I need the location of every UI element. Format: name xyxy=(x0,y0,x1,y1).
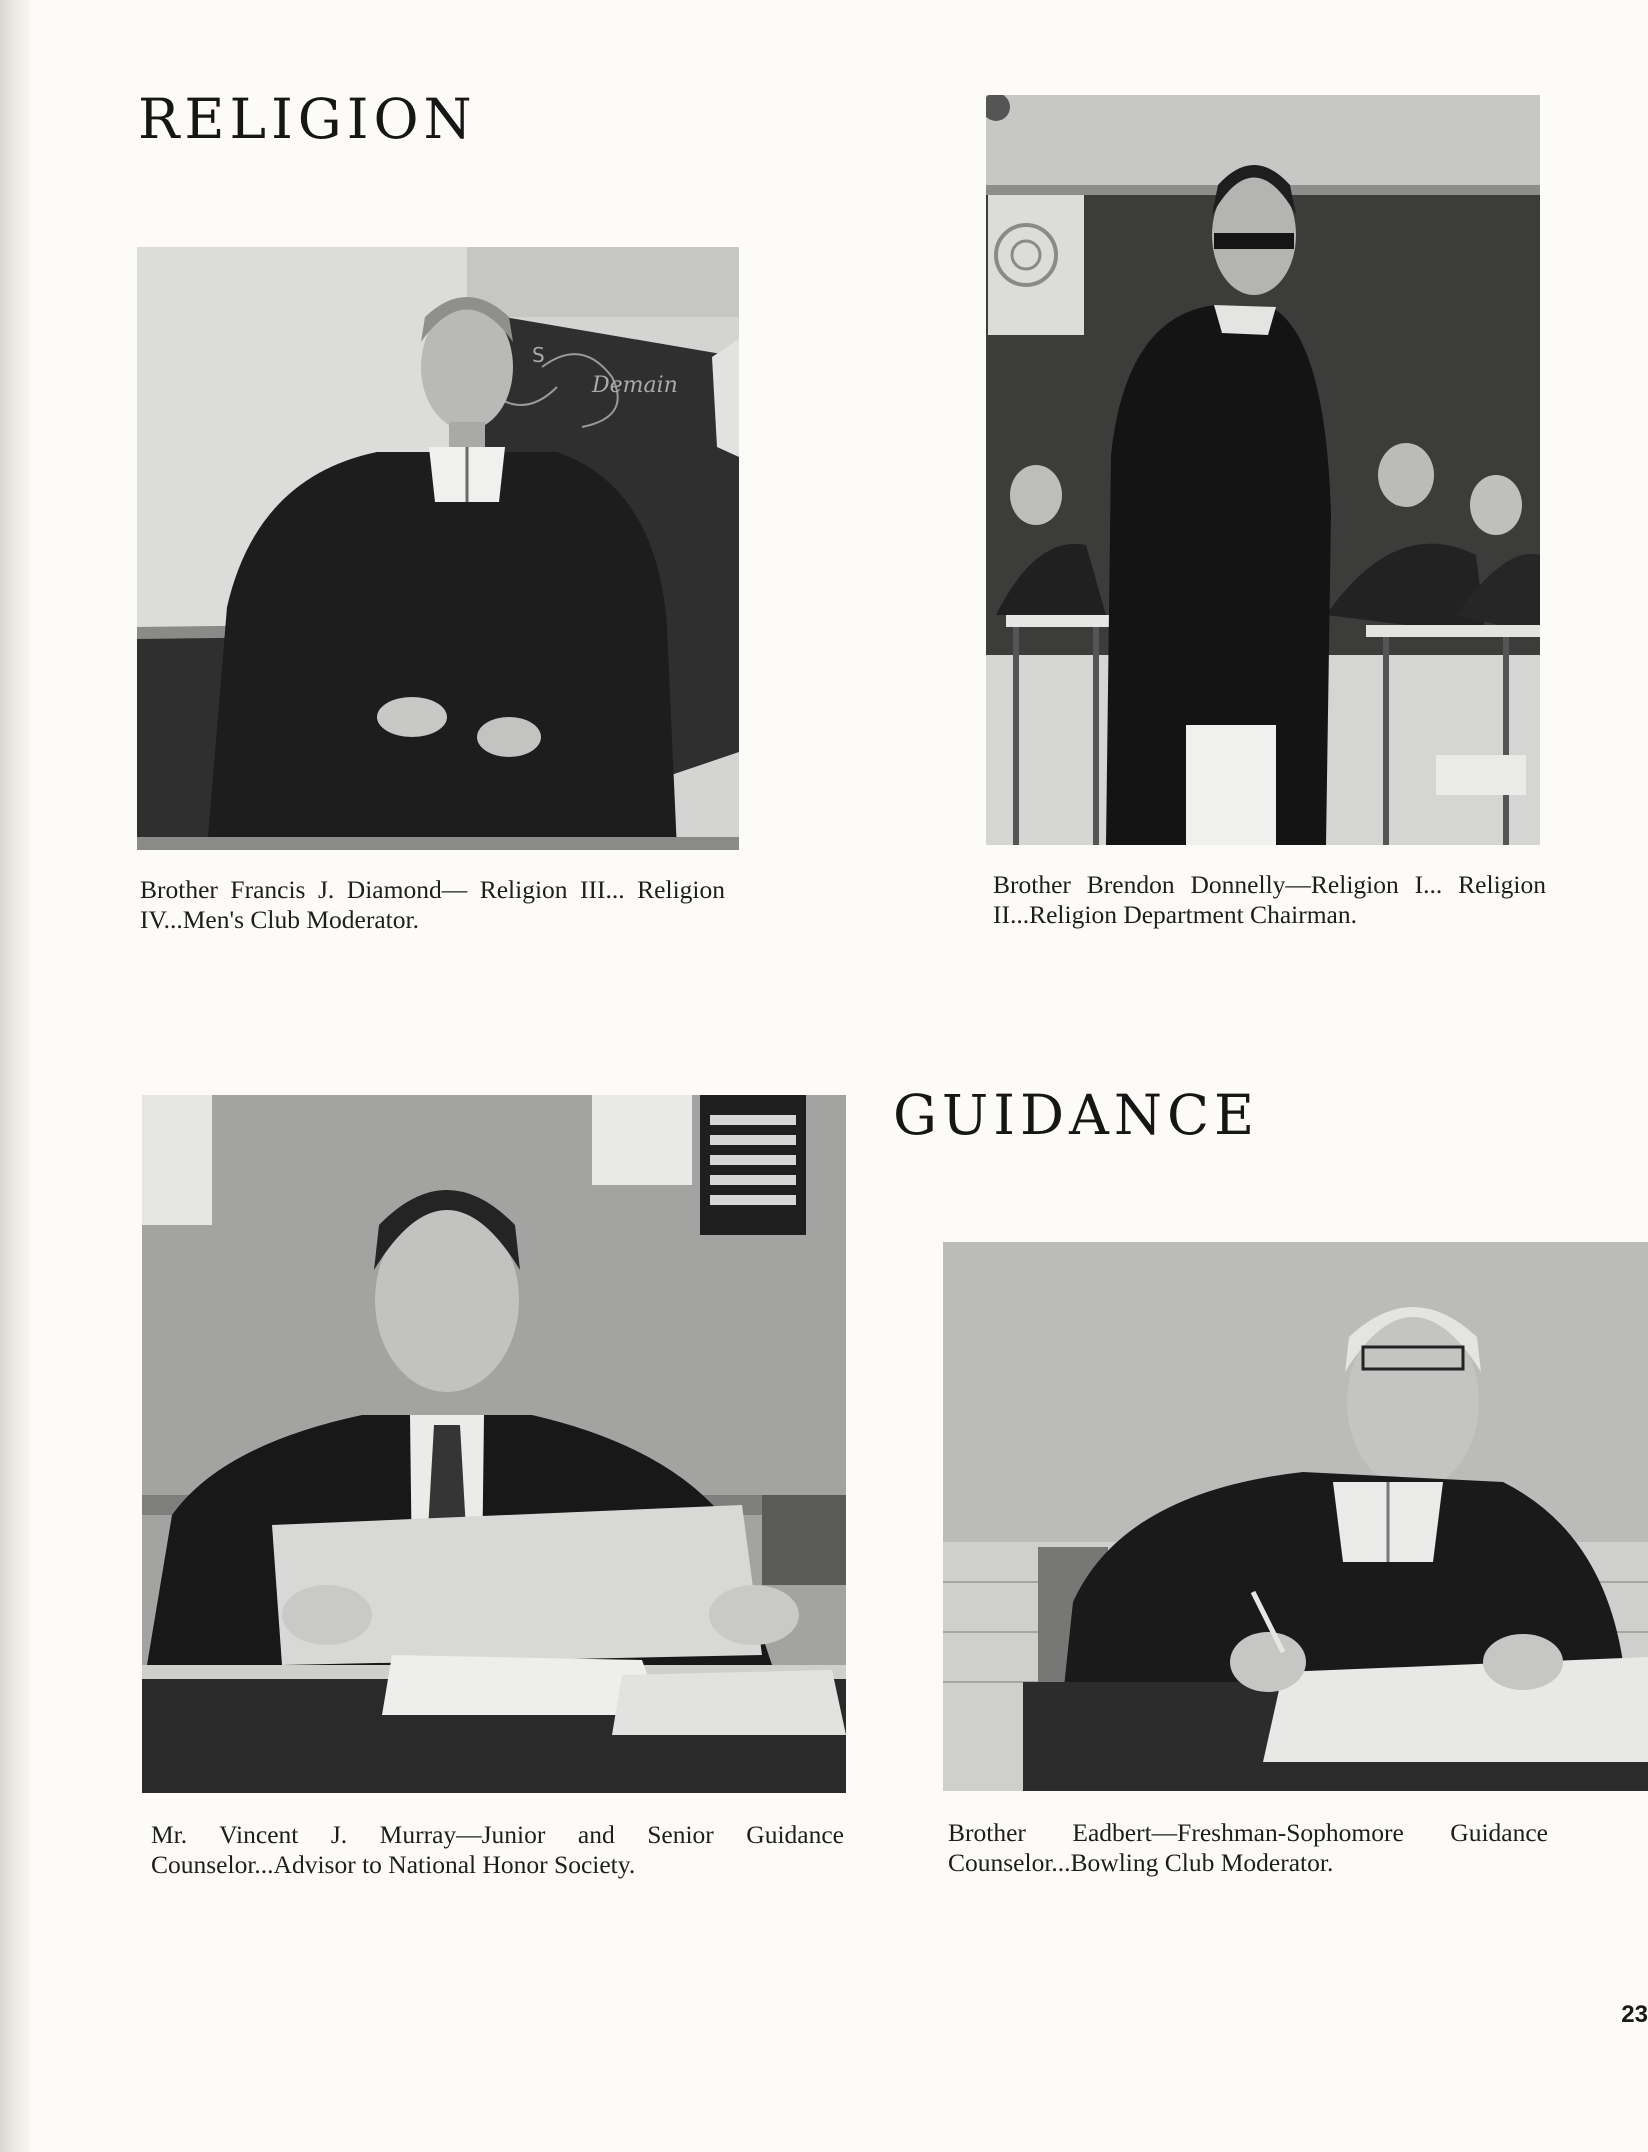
guidance-heading: GUIDANCE xyxy=(893,1083,1260,1147)
caption-brother-diamond: Brother Francis J. Diamond— Religion III... Religion IV...Men's Club Moderator. xyxy=(140,875,725,934)
photo-mr-murray xyxy=(142,1095,846,1793)
photo-brother-diamond xyxy=(137,247,739,850)
chalk-letter-s: S xyxy=(532,343,545,367)
caption-brother-donnelly: Brother Brendon Donnelly—Religion I... Religion II...Religion Department Chairman. xyxy=(993,870,1546,929)
photo-brother-donnelly xyxy=(986,95,1540,845)
binding-shadow xyxy=(0,0,30,2152)
caption-mr-murray: Mr. Vincent J. Murray—Junior and Senior Guidance Counselor...Advisor to National Honor Society. xyxy=(151,1820,844,1879)
religion-heading: RELIGION xyxy=(138,87,477,151)
photo-brother-eadbert xyxy=(943,1242,1648,1791)
caption-brother-eadbert: Brother Eadbert—Freshman-Sophomore Guidance Counselor...Bowling Club Moderator. xyxy=(948,1818,1548,1877)
page-number: 23 xyxy=(1621,2001,1648,2028)
chalk-word-demain: Demain xyxy=(592,373,678,398)
